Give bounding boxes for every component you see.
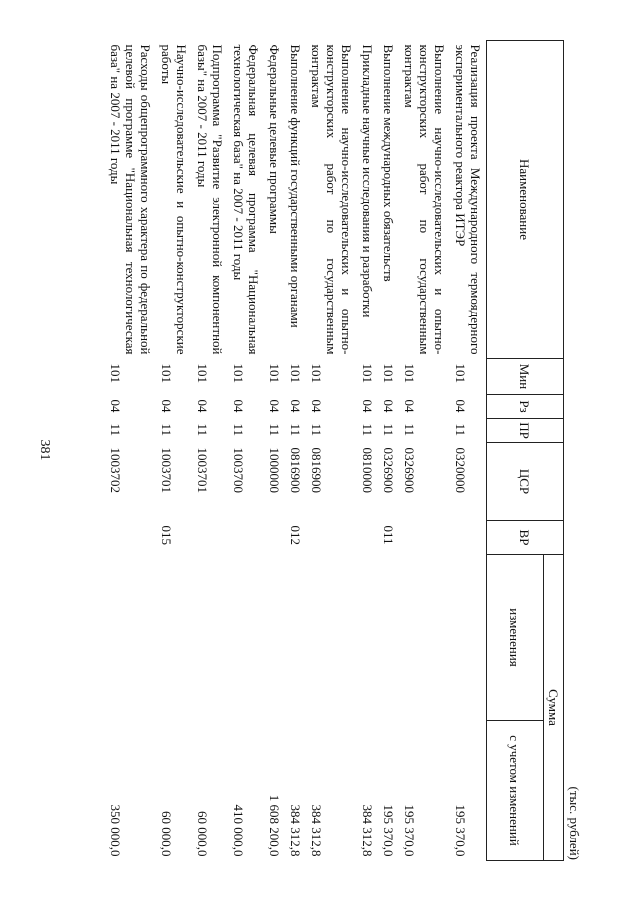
row-vr: [105, 521, 156, 555]
row-name: Выполнение функций государственными органами: [288, 44, 303, 328]
row-name: Федеральная целевая программа "Национальная технологическая база" на 2007 - 2011 годы: [231, 44, 261, 355]
row-vr: [306, 521, 357, 555]
unit-note: (тыс. рублей): [567, 786, 582, 860]
row-pr: 11: [288, 423, 303, 437]
row-with-changes: 384 312,8: [288, 804, 303, 857]
row-pr: 11: [453, 423, 468, 437]
row-changes: [285, 555, 306, 721]
row-pr: 11: [309, 423, 324, 437]
header-name: Наименование: [487, 41, 564, 359]
header-pr: ПР: [487, 419, 564, 443]
row-min: 101: [108, 363, 123, 383]
row-with-changes: 195 370,0: [381, 804, 396, 857]
row-with-changes: 1 608 200,0: [267, 794, 282, 857]
row-rz: 04: [453, 399, 468, 413]
row-pr: 11: [381, 423, 396, 437]
row-csr: 1003702: [108, 447, 123, 493]
table-row: [378, 41, 399, 861]
row-csr: 0326900: [381, 447, 396, 493]
page-number: 381: [37, 439, 52, 461]
row-csr: 0816900: [309, 447, 324, 493]
row-csr: 1003701: [159, 447, 174, 493]
row-with-changes: 195 370,0: [453, 804, 468, 857]
header-with-changes: с учетом изменений: [487, 721, 544, 861]
row-changes: [105, 555, 156, 721]
row-rz: 04: [309, 399, 324, 413]
table-row: [192, 41, 228, 861]
row-vr: [264, 521, 285, 555]
row-changes: [450, 555, 487, 721]
row-with-changes: 410 000,0: [231, 804, 246, 857]
row-csr: 1000000: [267, 447, 282, 493]
row-min: 101: [381, 363, 396, 383]
row-csr: 0810000: [360, 447, 375, 493]
row-with-changes: 384 312,8: [360, 804, 375, 857]
row-with-changes: 60 000,0: [159, 811, 174, 857]
row-min: 101: [360, 363, 375, 383]
row-name: Реализация проекта Международного термоядерного экспериментального реактора ИТЭР: [453, 44, 483, 355]
row-rz: 04: [231, 399, 246, 413]
row-pr: 11: [195, 423, 210, 437]
row-rz: 04: [195, 399, 210, 413]
row-name: Выполнение научно-исследовательских и опытно-конструкторских работ по государственным контрактам: [309, 44, 354, 355]
table-row: [357, 41, 378, 861]
row-min: 101: [288, 363, 303, 383]
row-name: Расходы общепрограммного характера по федеральной целевой программе "Национальная технологическая база" на 2007 - 2011 годы: [108, 44, 153, 355]
row-pr: 11: [402, 423, 417, 437]
row-name: Подпрограмма "Развитие электронной компонентной базы" на 2007 - 2011 годы: [195, 44, 225, 355]
row-min: 101: [309, 363, 324, 383]
row-name: Научно-исследовательские и опытно-конструкторские работы: [159, 44, 189, 355]
row-rz: 04: [159, 399, 174, 413]
table-row: [264, 41, 285, 861]
row-vr: 012: [288, 525, 303, 545]
header-sum: Сумма: [544, 555, 564, 861]
row-csr: 0816900: [288, 447, 303, 493]
row-changes: [228, 555, 264, 721]
row-pr: 11: [360, 423, 375, 437]
row-min: 101: [267, 363, 282, 383]
row-changes: [264, 555, 285, 721]
row-csr: 0326900: [402, 447, 417, 493]
row-vr: [399, 521, 450, 555]
header-csr: ЦСР: [487, 443, 564, 521]
table-row: [285, 41, 306, 861]
row-changes: [192, 555, 228, 721]
table-row: [156, 41, 192, 861]
table-row: [105, 41, 156, 861]
row-rz: 04: [288, 399, 303, 413]
row-rz: 04: [267, 399, 282, 413]
row-rz: 04: [381, 399, 396, 413]
row-pr: 11: [231, 423, 246, 437]
row-with-changes: 350 000,0: [108, 804, 123, 857]
row-with-changes: 384 312,8: [309, 804, 324, 857]
table-row: [450, 41, 487, 861]
row-csr: 1003701: [195, 447, 210, 493]
row-with-changes: 195 370,0: [402, 804, 417, 857]
row-name: Федеральные целевые программы: [267, 44, 282, 234]
table-row: [399, 41, 450, 861]
row-rz: 04: [402, 399, 417, 413]
row-with-changes: 60 000,0: [195, 811, 210, 857]
row-name: Прикладные научные исследования и разработки: [360, 44, 375, 318]
header-changes: изменения: [487, 555, 544, 721]
row-csr: 1003700: [231, 447, 246, 493]
row-vr: 011: [381, 525, 396, 545]
header-rz: Рз: [487, 395, 564, 419]
row-changes: [357, 555, 378, 721]
row-vr: [228, 521, 264, 555]
row-min: 101: [195, 363, 210, 383]
row-vr: [192, 521, 228, 555]
row-changes: [306, 555, 357, 721]
row-pr: 11: [159, 423, 174, 437]
row-vr: 015: [159, 525, 174, 545]
header-min: Мин: [487, 359, 564, 395]
row-min: 101: [402, 363, 417, 383]
table-row: [228, 41, 264, 861]
row-changes: [399, 555, 450, 721]
rotated-document: [92, 40, 582, 860]
row-rz: 04: [360, 399, 375, 413]
row-vr: [357, 521, 378, 555]
row-min: 101: [159, 363, 174, 383]
row-name: Выполнение международных обязательств: [381, 44, 396, 282]
row-name: Выполнение научно-исследовательских и опытно-конструкторских работ по государственным контрактам: [402, 44, 447, 355]
budget-table: [105, 40, 564, 861]
row-pr: 11: [267, 423, 282, 437]
row-changes: [156, 555, 192, 721]
row-vr: [450, 521, 487, 555]
row-rz: 04: [108, 399, 123, 413]
row-min: 101: [231, 363, 246, 383]
header-vr: ВР: [487, 521, 564, 555]
row-pr: 11: [108, 423, 123, 437]
row-min: 101: [453, 363, 468, 383]
row-changes: [378, 555, 399, 721]
row-csr: 0320000: [453, 447, 468, 493]
table-row: [306, 41, 357, 861]
